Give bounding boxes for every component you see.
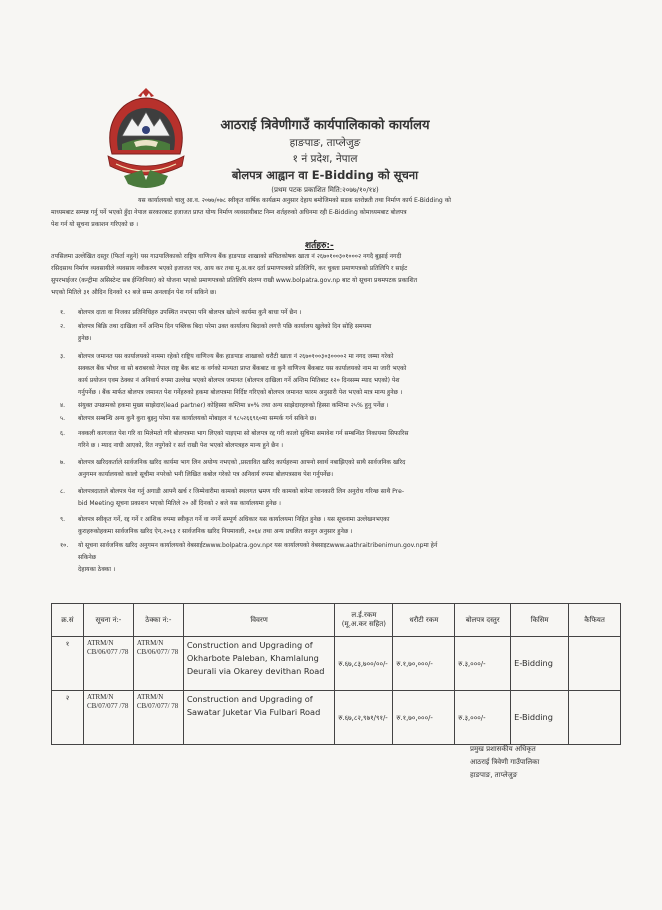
row-sn: १ (52, 637, 84, 691)
row-type: E-Bidding (511, 637, 569, 691)
row-remarks (569, 637, 621, 691)
term-8: ८. बोलपत्रदाताले बोलपत्र पेश गर्नु अगाडी आफ्नै खर्च र जिम्मेवारीमा कामको स्थलगत भ्रमण गरि कामको बारेमा जानकारी लिन अनुरोध गरिन्छ साथै Pre- (60, 488, 405, 495)
header-description: विवरण (183, 604, 335, 637)
row-contract-no: ATRM/N CB/07/077/ 78 (133, 691, 183, 745)
term-3-line-4: गर्नुपर्नेछ । बैंक मार्फत बोलपत्र जमानत पेश गर्नेहरुको हकमा बोलपत्रमा निर्दिष्ट गरिएको बोलपत्र जमानत फारम अनुसारी पेश भएको मात्र मान्य हुनेछ । (78, 389, 403, 396)
term-9: ९. बोलपत्र स्वीकृत गर्ने, रद्द गर्ने र आंशिक रुपमा स्वीकृत गर्ने वा नगर्ने सम्पूर्ण अधिकार यस कार्यालयमा निहित हुनेछ । यस सूचनामा उल्लेखनभएका (60, 516, 390, 523)
general-terms-line-2: रसिदसाथ निर्माण व्यवसायीले व्यवसाय नवीकरण भएको इजाजत पत्र, आय कर तथा मू.अ.कर दर्ता प्रमाणपत्रको प्रतिलिपि, कर चुक्ता प्रमाणपत्रको प्रतिलिपि र साईट (51, 265, 408, 272)
header-fee: बोलपत्र दस्तुर (455, 604, 511, 637)
term-3: ३. बोलपत्र जमानत यस कार्यालयको नाममा रहेको राष्ट्रिय वाणिज्य बैंक हाङपाङ शाखाको धरौटी खाता नं २६७०१००३०३००००२ मा नगद जम्मा गरेको (60, 353, 394, 360)
header-deposit: धरौटी रकम (393, 604, 455, 637)
bid-table (51, 603, 621, 745)
row-sn: २ (52, 691, 84, 745)
office-name: आठराई त्रिवेणीगाउँ कार्यपालिकाको कार्यालय (220, 118, 430, 133)
table-row (52, 691, 621, 745)
table-row (52, 637, 621, 691)
header-notice-no: सूचना नं:- (83, 604, 133, 637)
term-6: ६. नक्कली कागजात पेश गरि वा मिलेमतो गरि बोलपत्रमा भाग लिएको पाइएमा सो बोलपत्र रद्द गरी कालो सुचिमा समावेश गर्न सम्बन्धित निकायमा सिफारिस (60, 430, 409, 437)
intro-line-1: यस कार्यालयको चालु आ.व. २०७७/०७८ स्वीकृत वार्षिक कार्यक्रम अनुसार देहाय बमोजिमको सडक स्तरोन्नती तथा निर्माण कार्य E-Bidding को (138, 197, 452, 204)
term-4: ४. संयुक्त उपक्रमको हकमा मुख्य साझेदार(lead partner) कोहिस्सा कम्तिमा ४०% तथा अन्य साझेदारहरुको हिस्सा कम्तिमा २५% हुनु पर्नेछ । (60, 402, 389, 409)
row-contract-no: ATRM/N CB/06/077/ 78 (133, 637, 183, 691)
office-location: हाङपाङ, ताप्लेजुङ (289, 137, 361, 149)
term-3-line-2: सक्कल बैंक भौचर वा सो बराबरको नेपाल राष्ट्र बैंक बाट क वर्गको मान्यता प्राप्त बैंकबाट वा कुनै वाणिज्य बैंकबाट यस कार्यालयको नाम मा जारी भएको (78, 365, 407, 372)
row-remarks (569, 691, 621, 745)
row-description: Construction and Upgrading of Sawatar Juketar Via Fulbari Road (183, 691, 335, 745)
header-remarks: कैफियत (569, 604, 621, 637)
general-terms-line-3: सुपरभाईजर (कन्ट्रीमा असिस्टेन्ट सब ईन्जिनियर) को योजना भएको प्रमाणपत्रको प्रतिलिपि संलग्न राखी www.bolpatra.gov.np बाट यो सूचना प्रथमपटक प्रकाशित (51, 277, 418, 284)
term-5: ५. बोलपत्र सम्बन्धि अन्य कुनै कुरा बुझ्नु परेमा यस कार्यालयको मोबाइल नं ९८५२६६९६०मा सम्पर्क गर्न सकिने छ। (60, 415, 317, 422)
term-10: १०. यो सूचना सार्वजनिक खरिद अनुगमन कार्यालयको वेबसाईटwww.bolpatra.gov.npर यस कार्यालयको वेबसाइटwww.aathraitribenimun.gov.npमा हेर्न (60, 542, 438, 549)
term-7-line-2: अनुगमन कार्यालयको कालो सूचीमा नपरेको भनी लिखित कबोल गरेको पत्र अनिवार्य रुपमा बोलपत्रसाथ पेश गर्नुपर्नेछ। (78, 471, 334, 478)
row-notice-no: ATRM/N CB/07/077 /78 (83, 691, 133, 745)
row-deposit: रु.१,७०,०००/- (393, 637, 455, 691)
term-2: २. बोलपत्र बिक्रि तथा दाखिला गर्ने अन्तिम दिन पब्लिक बिदा परेमा उक्त कार्यालय बिदाको लगत्तै पछि कार्यालय खुलेको दिन सोहि समयमा (60, 323, 372, 330)
nepal-emblem-icon (94, 84, 198, 200)
row-fee: रु.३,०००/- (455, 637, 511, 691)
row-estimate: रु.६७,८२,९७१/९१/- (335, 691, 393, 745)
term-9-line-2: कुराहरुकोहकमा सार्वजनिक खरिद ऐन,२०६३ र सार्वजनिक खरिद नियमावली, २०६४ तथा अन्य प्रचलित कानुन अनुसार हुनेछ । (78, 528, 353, 535)
header-sn: क्र.सं (52, 604, 84, 637)
publication-info: (प्रथम पटक प्रकाशित मिति:२०७७/१०/१४) (271, 186, 379, 194)
general-terms-line-1: तपसिलमा उल्लेखित दस्तुर (फिर्ता नहुने) यस गाउपालिकाको राष्ट्रिय वाणिज्य बैंक हाङपाङ शाखाको संचितकोषक खाता नं २६७०१००३०१०००२ नगदै बुझाई नगदी (51, 253, 402, 260)
table-caption: देहायका ठेक्का । (78, 566, 116, 573)
header-type: किसिम (511, 604, 569, 637)
intro-line-2: माध्यमबाट सम्पन्न गर्नु पर्ने भएको हुँदा नेपाल सरकारबाट इजाजत प्राप्त योग्य निर्माण व्यवसायीबाट निम्न शर्तहरुको अधिनमा रही E-Bidding कोमाध्यमबाट बोलपत्र (51, 209, 407, 216)
province-name: १ नं प्रदेश, नेपाल (292, 153, 358, 165)
row-estimate: रु.६७,८३,७००/००/- (335, 637, 393, 691)
row-type: E-Bidding (511, 691, 569, 745)
term-1: १. बोलपत्र दाता वा निजका प्रतिनिधिहरु उपस्थित नभएमा पनि बोलपत्र खोल्ने कार्यमा कुनै बाधा पर्ने छैन । (60, 309, 302, 316)
term-6-line-2: गरिने छ । म्याद नाघी आएको, रित नपुगेको र सर्त राखी पेश भएको बोलपत्रहरु मान्य हुने छैन । (78, 442, 283, 449)
term-8-line-2: bid Meeting सूचना प्रकाशन भएको मितिले २० औं दिनको २ बजे यस कार्यालयमा हुनेछ । (78, 500, 281, 507)
terms-heading: शर्तहरु:- (305, 241, 334, 251)
intro-line-3: पेश गर्न यो सूचना प्रकाशन गरिएको छ । (51, 221, 139, 228)
notice-title: बोलपत्र आह्वान वा E-Bidding को सूचना (231, 168, 419, 182)
table-header-row (52, 604, 621, 637)
signature-place: हाङपाङ, ताप्लेजुङ (470, 771, 518, 779)
term-3-line-3: कार्य प्रयोजन एवम ठेक्का नं अनिवार्य रुपमा उल्लेख भएको बोलपत्र जमानत (बोलपत्र दाखिला गर्ने अन्तिम मितिबाट १२० दिनसम्म म्याद भएको) पेश (78, 377, 400, 384)
term-10-line-2: सकिनेछ (78, 554, 97, 561)
row-deposit: रु.१,७०,०००/- (393, 691, 455, 745)
general-terms-line-4: भएको मितिले ३१ औदिन दिनको १२ बजे सम्म अनलाईन पेश गर्न सकिने छ। (51, 289, 217, 296)
header-contract-no: ठेक्का नं:- (133, 604, 183, 637)
row-fee: रु.३,०००/- (455, 691, 511, 745)
row-notice-no: ATRM/N CB/06/077 /78 (83, 637, 133, 691)
term-2-line-2: हुनेछ। (78, 335, 92, 342)
header-estimate: ल.ई.रकम (मू.अ.कर सहित) (335, 604, 393, 637)
term-7: ७. बोलपत्र खरिदकर्ताले सार्वजनिक खरिद कार्यमा भाग लिन अयोग्य नभएको ,प्रस्तावित खरिद कार्यहरुमा आफ्नो स्वार्थ नबाझिएको साथै सार्वजनिक खरिद (60, 459, 406, 466)
signature-office: आठराई त्रिवेणी गाउँपालिका (470, 758, 540, 766)
signature-title: प्रमुख प्रशासकीय अधिकृत (470, 745, 536, 753)
row-description: Construction and Upgrading of Okharbote Paleban, Khamlalung Deurali via Okarey devithan Road (183, 637, 335, 691)
